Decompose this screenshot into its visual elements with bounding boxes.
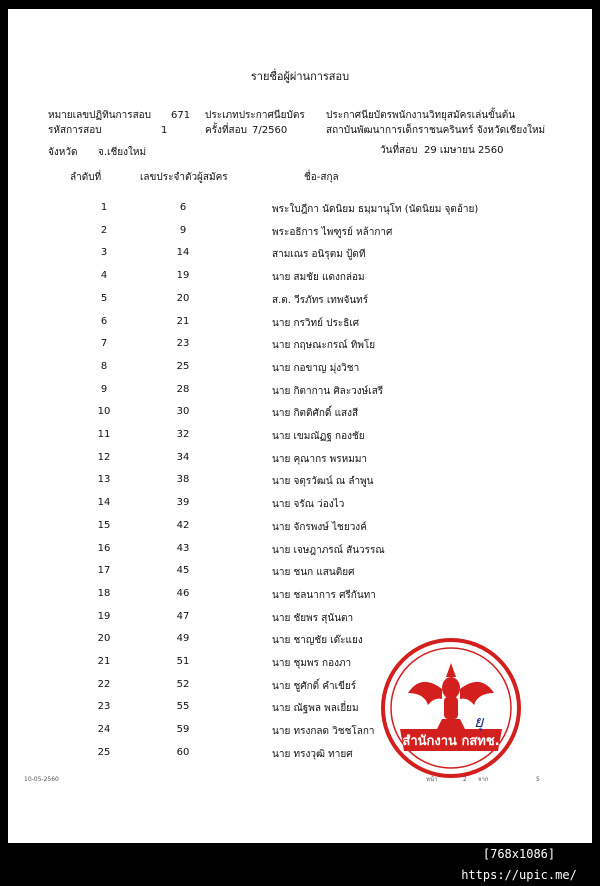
exam-code-label: หมายเลขปฏิทินการสอบ <box>48 110 152 121</box>
footer-page-of: จาก <box>478 776 489 783</box>
row-name: นาย จักรพงษ์ ไชยวงค์ <box>272 522 367 533</box>
row-no: 14 <box>97 497 111 508</box>
announce-type-label: ประเภทประกาศนียบัตร <box>205 110 305 121</box>
row-no: 18 <box>97 588 111 599</box>
row-name: นาย กิตากาน ศิละวงษ์เสรี <box>272 386 384 397</box>
row-applicant-id: 21 <box>176 316 190 327</box>
row-applicant-id: 51 <box>176 656 190 667</box>
row-name: นาย ชูศักดิ์ คำเขียร์ <box>272 681 357 692</box>
row-name: นาย จตุรวัฒน์ ณ ลำพูน <box>272 476 374 487</box>
document-page <box>8 9 592 843</box>
row-no: 22 <box>97 679 111 690</box>
col-header-applicant-id: เลขประจำตัวผู้สมัคร <box>140 172 228 183</box>
row-name: นาย สมชัย แดงกล่อม <box>272 272 365 283</box>
province-label: จังหวัด <box>48 147 78 158</box>
row-no: 2 <box>100 225 108 236</box>
row-no: 21 <box>97 656 111 667</box>
row-no: 13 <box>97 474 111 485</box>
stamp-text: สำนักงาน กสทช. <box>402 734 500 749</box>
col-header-name: ชื่อ-สกุล <box>304 172 339 183</box>
watermark-bar: [768x1086] https://upic.me/ <box>438 844 600 865</box>
row-name: นาย ชาญชัย เด๊ะแยง <box>272 635 363 646</box>
row-name: นาย เจษฎาภรณ์ สันวรรณ <box>272 545 385 556</box>
row-name: นาย ชัยพร สุนันตา <box>272 613 354 624</box>
exam-code-value: 671 <box>171 110 191 121</box>
row-applicant-id: 6 <box>179 202 187 213</box>
row-no: 12 <box>97 452 111 463</box>
row-name: นาย กฤษณะกรณ์ ทิพโย <box>272 340 376 351</box>
round-label: ครั้งที่สอบ <box>205 125 247 136</box>
row-applicant-id: 55 <box>176 701 190 712</box>
row-name: นาย ชนก แสนติยศ <box>272 567 355 578</box>
row-no: 3 <box>100 247 108 258</box>
row-applicant-id: 23 <box>176 338 190 349</box>
row-applicant-id: 43 <box>176 543 190 554</box>
row-name: นาย จรัณ ว่องไว <box>272 499 345 510</box>
row-name: พระใบฎีกา นัดนิยม ธมฺมานุโท (นัดนิยม จุดอ้าย) <box>272 204 479 215</box>
row-applicant-id: 59 <box>176 724 190 735</box>
row-name: นาย ชุมพร กองภา <box>272 658 352 669</box>
row-no: 16 <box>97 543 111 554</box>
row-applicant-id: 32 <box>176 429 190 440</box>
row-no: 1 <box>100 202 108 213</box>
document-title: รายชื่อผู้ผ่านการสอบ <box>250 70 350 83</box>
announce-title: ประกาศนียบัตรพนักงานวิทยุสมัครเล่นขั้นต้น <box>326 110 516 121</box>
exam-date-label: วันที่สอบ <box>380 145 418 156</box>
row-name: นาย ชลนาการ ศรีกันทา <box>272 590 376 601</box>
row-applicant-id: 19 <box>176 270 190 281</box>
col-header-no: ลำดับที่ <box>70 172 102 183</box>
round-value: 7/2560 <box>252 125 288 136</box>
row-applicant-id: 34 <box>176 452 190 463</box>
row-name: นาย กอขาญ มุ่งวิชา <box>272 363 360 374</box>
exam-date-value: 29 เมษายน 2560 <box>424 145 504 156</box>
row-no: 23 <box>97 701 111 712</box>
row-name: ส.ต. วีรภัทร เทพจันทร์ <box>272 295 369 306</box>
row-applicant-id: 45 <box>176 565 190 576</box>
row-no: 15 <box>97 520 111 531</box>
row-no: 11 <box>97 429 111 440</box>
exam-id-value: 1 <box>161 125 168 136</box>
footer-page-num: 2 <box>463 776 467 783</box>
row-applicant-id: 20 <box>176 293 190 304</box>
row-name: นาย ณัฐพล พลเยี่ยม <box>272 703 359 714</box>
row-name: นาย เขมณัฏฐ กองชัย <box>272 431 365 442</box>
row-no: 9 <box>100 384 108 395</box>
row-applicant-id: 60 <box>176 747 190 758</box>
row-name: นาย คุณากร พรหมมา <box>272 454 368 465</box>
row-no: 20 <box>97 633 111 644</box>
row-applicant-id: 49 <box>176 633 190 644</box>
row-applicant-id: 52 <box>176 679 190 690</box>
row-applicant-id: 25 <box>176 361 190 372</box>
row-name: พระอธิการ ไพฑูรย์ หล้ากาศ <box>272 227 393 238</box>
institute-name: สถาบันพัฒนาการเด็กราชนครินทร์ จังหวัดเชียงใหม่ <box>326 125 546 136</box>
row-applicant-id: 38 <box>176 474 190 485</box>
row-applicant-id: 39 <box>176 497 190 508</box>
row-no: 25 <box>97 747 111 758</box>
province-value: จ.เชียงใหม่ <box>98 147 147 158</box>
row-applicant-id: 28 <box>176 384 190 395</box>
row-name: นาย ทรงกลด วิชชโลกา <box>272 726 375 737</box>
row-name: นาย กรวิทย์ ประธิเศ <box>272 318 360 329</box>
row-name: นาย ทรงวุฒิ ทายศ <box>272 749 353 760</box>
signature: ยุ <box>474 712 484 731</box>
exam-id-label: รหัสการสอบ <box>48 125 102 136</box>
row-no: 6 <box>100 316 108 327</box>
official-stamp <box>376 633 526 783</box>
row-no: 10 <box>97 406 111 417</box>
row-applicant-id: 47 <box>176 611 190 622</box>
row-applicant-id: 9 <box>179 225 187 236</box>
row-no: 7 <box>100 338 108 349</box>
row-name: สามเณร อนิรุตม ปู้ดที <box>272 249 366 260</box>
row-applicant-id: 14 <box>176 247 190 258</box>
row-name: นาย กิตติศักดิ์ แสงสี <box>272 408 359 419</box>
row-applicant-id: 42 <box>176 520 190 531</box>
footer-page-label: หน้า <box>426 776 438 783</box>
row-no: 8 <box>100 361 108 372</box>
row-no: 4 <box>100 270 108 281</box>
row-applicant-id: 30 <box>176 406 190 417</box>
footer-page-total: 5 <box>536 776 540 783</box>
row-no: 24 <box>97 724 111 735</box>
row-applicant-id: 46 <box>176 588 190 599</box>
row-no: 17 <box>97 565 111 576</box>
row-no: 5 <box>100 293 108 304</box>
footer-left-code: 10-05-2560 <box>24 776 59 783</box>
row-no: 19 <box>97 611 111 622</box>
